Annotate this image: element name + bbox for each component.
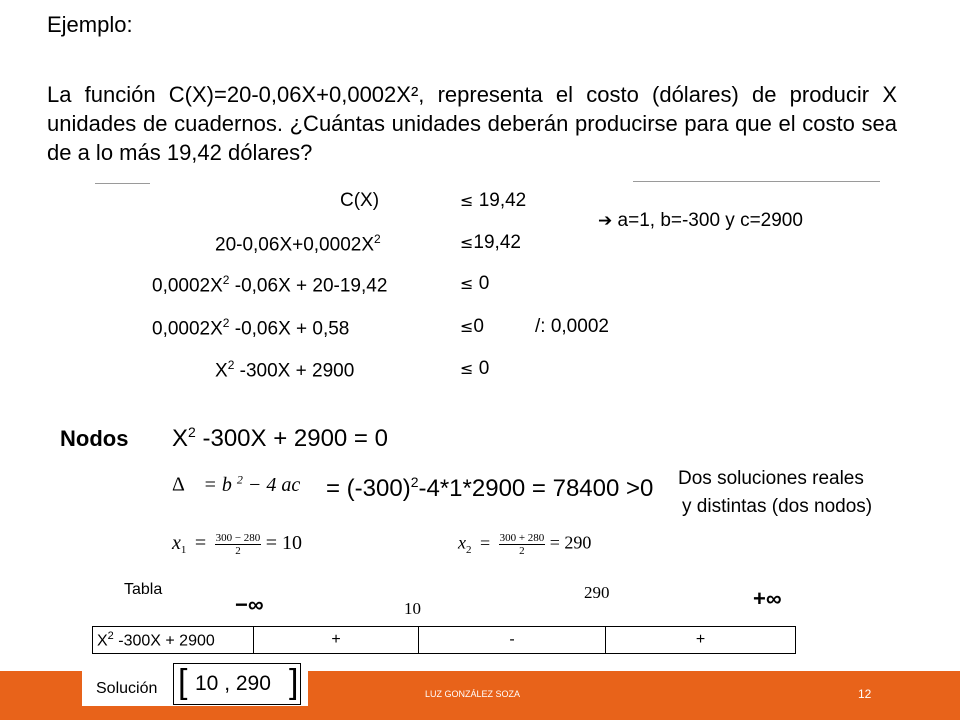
nodes-note-line1: Dos soluciones reales [678,468,864,489]
coefficients-text: a=1, b=-300 y c=2900 [617,210,803,231]
problem-statement: La función C(X)=20-0,06X+0,0002X², representa el costo (dólares) de producir X unidades de cuadernos. ¿Cuántas unidades deberán producirse para que el costo sea de a lo más 19,42 dólares? [47,82,897,165]
x1-var: x [172,532,181,554]
footer-author: LUZ GONZÁLEZ SOZA [425,689,521,699]
x1-fraction [215,532,262,557]
sign-table [92,626,796,654]
x1-sub: 1 [180,544,187,557]
le-symbol: ≤ [460,317,474,336]
step-4-divide: /: 0,0002 [535,316,609,337]
step-1-relation [460,190,526,212]
x2-sub: 2 [466,543,472,556]
arrow-right-icon: ➔ [598,211,613,231]
tabla-title: Tabla [124,581,163,598]
step-1-rhs: 19,42 [478,190,527,211]
solution-value: 10 , 290 [195,672,271,695]
delta-value: = $(-300)^2-4*1*2900 = 78400 >0$ [326,474,654,502]
nodos-title: Nodos [60,426,129,451]
nodes-note-line2: y distintas (dos nodos) [682,496,873,517]
coefficients [598,210,803,232]
x1-result: = 10 [265,532,303,554]
x2-numerator: 300 + 280 [499,532,545,544]
minus-infinity: −∞ [235,592,264,617]
le-symbol: ≤ [460,274,474,293]
node-290: 290 [584,583,610,602]
plus-infinity: +∞ [753,586,782,611]
x2-var: x [458,532,466,553]
step-5-lhs: $X^2$ -300X + 2900 [215,358,355,382]
x2-fraction [499,532,546,557]
step-4-relation [460,316,484,338]
x1-equals: = [194,532,207,554]
x2-equals: = [479,532,491,553]
step-4-rhs: 0 [473,316,484,337]
table-row [93,627,796,654]
node-10: 10 [404,599,421,618]
le-symbol: ≤ [460,191,474,210]
slide-heading: Ejemplo: [47,12,133,37]
x1-formula [172,532,302,557]
x2-denominator: 2 [519,545,525,557]
step-3-rhs: 0 [478,273,490,294]
step-3-relation [460,273,489,295]
step-2-lhs: $20-0,06X+0,0002X^2$ [215,232,381,256]
sign-cell: + [606,627,796,654]
sign-cell: - [419,627,606,654]
divider-left [95,183,150,184]
step-4-lhs: $0,0002X^2$ -0,06X + 0,58 [152,316,350,340]
le-symbol: ≤ [460,233,474,252]
step-5-relation [460,358,489,380]
x1-denominator: 2 [235,545,241,558]
step-1-lhs: C(X) [340,190,380,211]
right-bracket: ] [289,663,299,701]
left-bracket: [ [178,663,188,701]
divider-right [633,181,880,182]
x1-numerator: 300 − 280 [215,532,261,545]
le-symbol: ≤ [460,359,474,378]
step-2-relation [460,232,521,254]
step-2-rhs: 19,42 [473,232,521,253]
table-row-label: $X^2$ -300X + 2900 [93,627,254,654]
page-number: 12 [858,687,872,701]
step-3-lhs: $0,0002X^2$ -0,06X + 20-19,42 [152,273,388,297]
sign-cell: + [254,627,419,654]
delta-definition: = b $^2$ − 4 ac [203,472,301,496]
step-5-rhs: 0 [478,358,490,379]
delta-formula [172,472,300,497]
solution-label: Solución [96,680,158,697]
x2-result: = 290 [549,532,592,553]
nodos-equation: $X^2$ -300X + 2900 = 0 [172,424,388,452]
delta-symbol: Δ [172,473,185,496]
x2-formula [458,532,591,557]
